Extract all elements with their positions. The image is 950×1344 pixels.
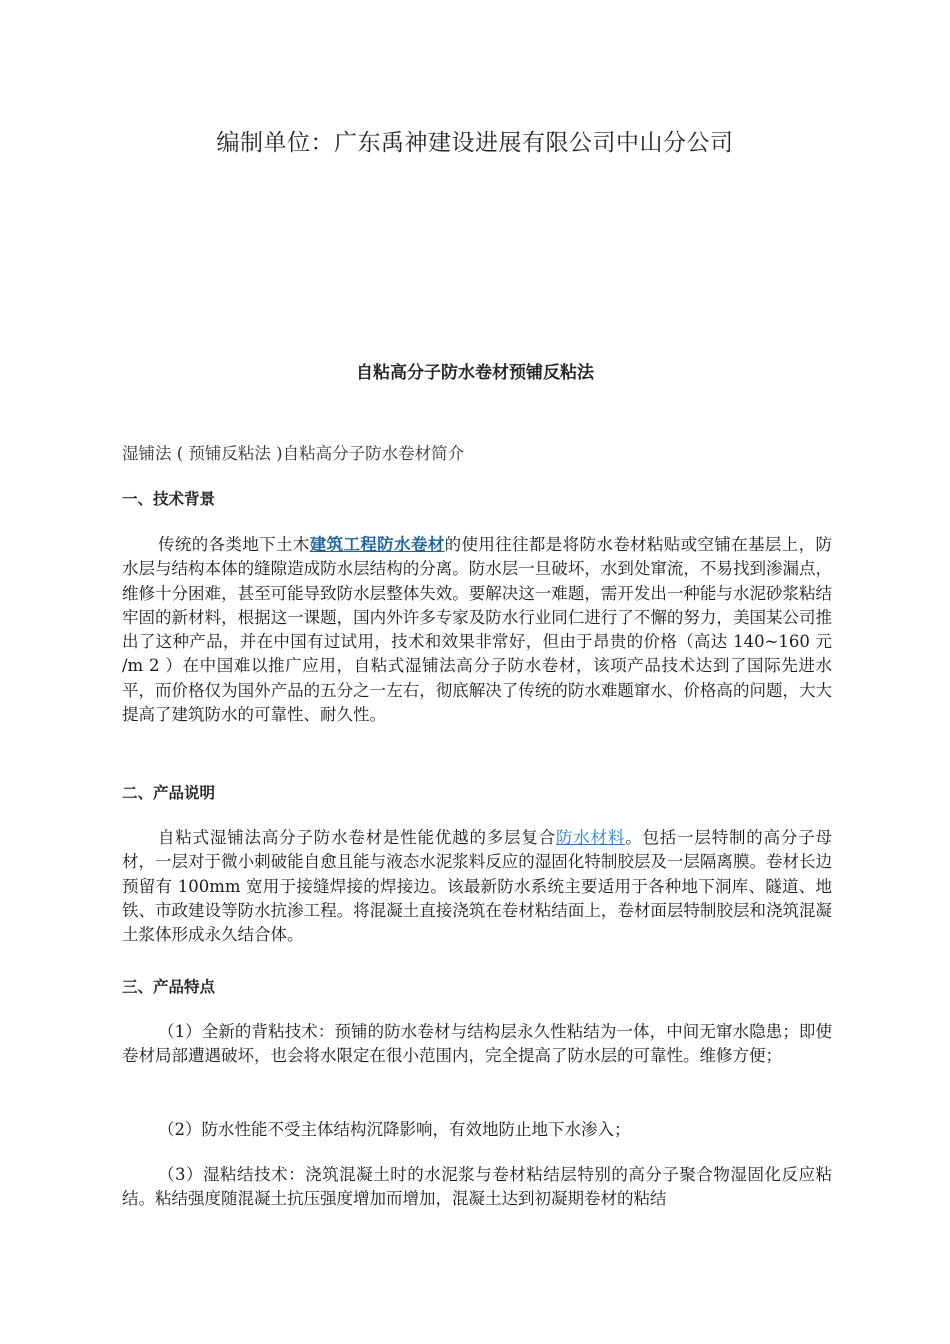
document-title: 自粘高分子防水卷材预铺反粘法: [356, 363, 594, 383]
section-1-paragraph: 传统的各类地下土木建筑工程防水卷材的使用往往都是将防水卷材粘贴或空铺在基层上，防水层与结构本体的缝隙造成防水层结构的分离。防水层一旦破坏，水到处窜流，不易找到渗漏点，维修十分困难，甚至可能导致防水层整体失效。要解决这一难题，需开发出一种能与水泥砂浆粘结牢固的新材料，根据这一课题，国内外许多专家及防水行业同仁进行了不懈的努力，美国某公司推出了这种产品，并在中国有过试用，技术和效果非常好，但由于昂贵的价格（高达 140~160 元 /m 2 ）在中国难以推广应用，自粘式湿铺法高分子防水卷材，该项产品技术达到了国际先进水平，而价格仅为国外产品的五分之一左右，彻底解决了传统的防水难题窜水、价格高的问题，大大提高了建筑防水的可靠性、耐久性。: [122, 535, 833, 725]
section-heading-1: 一、技术背景: [122, 490, 216, 508]
section-heading-3: 三、产品特点: [122, 978, 216, 996]
feature-item: （2）防水性能不受主体结构沉降影响，有效地防止地下水渗入；: [158, 1120, 631, 1139]
link-waterproof-material[interactable]: 防水材料: [555, 828, 626, 847]
intro-line: 湿铺法 ( 预铺反粘法 )自粘高分子防水卷材简介: [122, 444, 465, 463]
feature-item: （3）湿粘结技术：浇筑混凝土时的水泥浆与卷材粘结层特别的高分子聚合物湿固化反应粘结。粘结强度随混凝土抗压强度增加而增加，混凝土达到初凝期卷材的粘结: [122, 1165, 832, 1209]
organization-line: 编制单位：广东禹神建设进展有限公司中山分公司: [216, 130, 734, 156]
link-waterproof-membrane[interactable]: 建筑工程防水卷材: [309, 535, 445, 554]
section-heading-2: 二、产品说明: [122, 784, 216, 802]
feature-item: （1）全新的背粘技术：预铺的防水卷材与结构层永久性粘结为一体，中间无窜水隐患；即使卷材局部遭遇破坏，也会将水限定在很小范围内，完全提高了防水层的可靠性。维修方便；: [122, 1022, 832, 1066]
section-2-paragraph: 自粘式湿铺法高分子防水卷材是性能优越的多层复合防水材料。包括一层特制的高分子母材，一层对于微小刺破能自愈且能与液态水泥浆料反应的湿固化特制胶层及一层隔离膜。卷材长边预留有 100mm 宽用于接缝焊接的焊接边。该最新防水系统主要适用于各种地下洞库、隧道、地铁、市政建设等防水抗渗工程。将混凝土直接浇筑在卷材粘结面上，卷材面层特制胶层和浇筑混凝土浆体形成永久结合体。: [122, 828, 833, 945]
